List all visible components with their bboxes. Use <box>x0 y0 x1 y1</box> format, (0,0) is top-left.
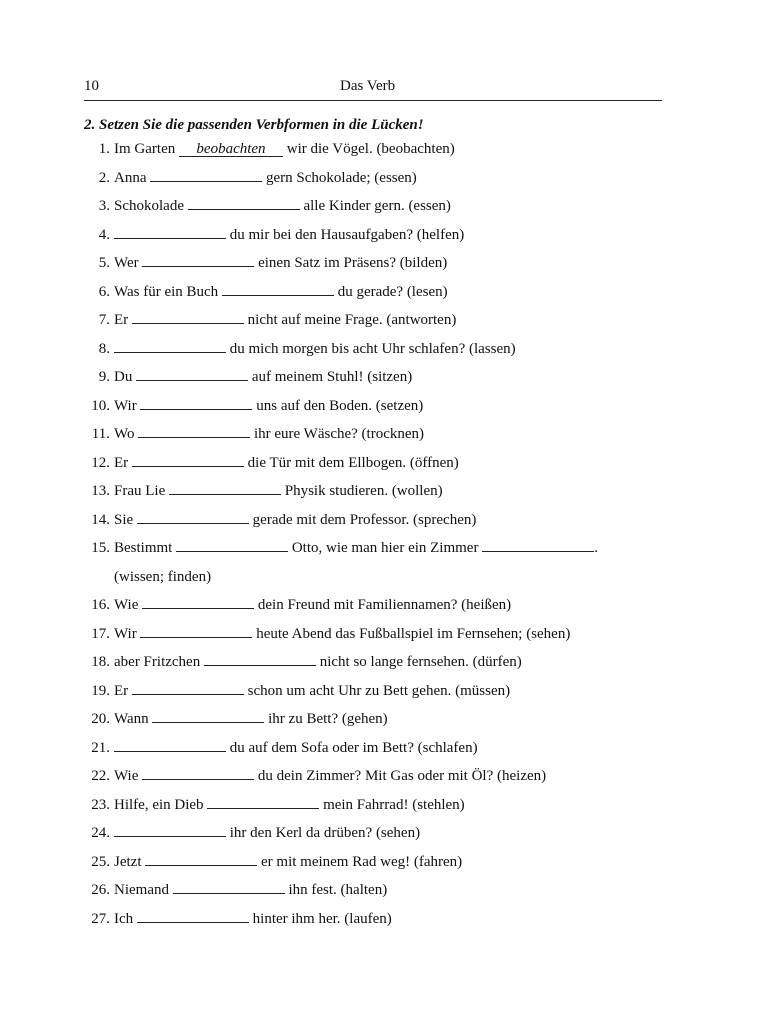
exercise-number: 6. <box>98 283 110 300</box>
exercise-number: 22. <box>91 768 110 784</box>
exercise-text-before: Er <box>114 312 129 328</box>
exercise-number: 3. <box>98 198 110 214</box>
exercise-text-end: . <box>594 540 598 556</box>
answer-blank[interactable] <box>150 169 262 182</box>
exercise-number: 11. <box>91 426 110 442</box>
exercise-line <box>84 653 522 671</box>
exercise-number: 23. <box>91 796 110 813</box>
exercise-line <box>84 539 598 557</box>
exercise-text-after: gerade mit dem Professor. (sprechen) <box>252 511 477 528</box>
exercise-text-before: Schokolade <box>114 198 184 214</box>
page-number: 10 <box>84 78 99 94</box>
exercise-line <box>84 625 570 643</box>
exercise-number: 27. <box>91 910 110 927</box>
exercise-text-after: du gerade? (lesen) <box>337 283 448 300</box>
answer-blank[interactable] <box>114 340 226 353</box>
answer-blank[interactable] <box>188 197 300 210</box>
exercise-line <box>84 140 455 158</box>
answer-blank[interactable] <box>137 511 249 524</box>
exercise-number: 4. <box>98 226 110 243</box>
exercise-text-after: uns auf den Boden. (setzen) <box>256 397 424 414</box>
exercise-text-after: ihn fest. (halten) <box>288 882 388 898</box>
answer-blank[interactable] <box>176 539 288 552</box>
exercise-continuation: (wissen; finden) <box>114 568 212 585</box>
answer-blank[interactable] <box>132 311 244 324</box>
exercise-line <box>84 796 465 814</box>
exercise-line <box>84 482 443 500</box>
exercise-text-before: Wann <box>114 711 149 727</box>
exercise-line <box>84 169 417 187</box>
answer-blank[interactable] <box>204 653 316 666</box>
answer-blank[interactable] <box>142 254 254 267</box>
exercise-number: 24. <box>91 825 110 841</box>
exercise-text-before: Frau Lie <box>114 483 166 499</box>
exercise-text-after: du mich morgen bis acht Uhr schlafen? (lassen) <box>229 340 516 357</box>
exercise-number: 21. <box>91 739 110 756</box>
answer-blank[interactable] <box>173 881 285 894</box>
exercise-line <box>84 283 448 301</box>
exercise-number: 7. <box>98 312 110 328</box>
answer-blank[interactable] <box>142 596 254 609</box>
exercise-line <box>84 767 546 785</box>
exercise-number: 26. <box>91 882 110 898</box>
exercise-text-before: Wo <box>114 426 135 442</box>
exercise-text-after: du auf dem Sofa oder im Bett? (schlafen) <box>229 739 478 756</box>
exercise-text-after: er mit meinem Rad weg! (fahren) <box>261 853 463 870</box>
exercise-line <box>84 596 511 614</box>
answer-blank[interactable] <box>152 710 264 723</box>
running-title: Das Verb <box>340 78 396 94</box>
exercise-text-after: die Tür mit dem Ellbogen. (öffnen) <box>247 454 459 471</box>
answer-blank[interactable] <box>114 226 226 239</box>
answer-blank[interactable] <box>142 767 254 780</box>
exercise-text-after: schon um acht Uhr zu Bett gehen. (müssen) <box>247 682 511 699</box>
exercise-number: 5. <box>98 255 110 271</box>
exercise-line <box>84 226 464 244</box>
exercise-text-before: Im Garten <box>114 141 176 157</box>
answer-blank[interactable] <box>169 482 281 495</box>
exercise-text-after: ihr den Kerl da drüben? (sehen) <box>229 825 421 841</box>
exercise-line <box>84 425 424 443</box>
answer-blank[interactable] <box>114 824 226 837</box>
answer-blank[interactable] <box>145 853 257 866</box>
exercise-text-after: auf meinem Stuhl! (sitzen) <box>251 369 413 385</box>
exercise-line <box>84 682 510 700</box>
exercise-text-after: dein Freund mit Familiennamen? (heißen) <box>257 597 512 613</box>
exercise-line <box>84 710 388 728</box>
exercise-line <box>84 311 456 329</box>
exercise-text-before: Niemand <box>114 882 169 898</box>
exercise-text-after: ihr eure Wäsche? (trocknen) <box>253 426 425 442</box>
exercise-text-after: Physik studieren. (wollen) <box>284 483 443 499</box>
task-title: 2. Setzen Sie die passenden Verbformen in die Lücken! <box>84 117 424 133</box>
answer-blank[interactable] <box>207 796 319 809</box>
exercise-text-before: Er <box>114 682 129 699</box>
exercise-number: 14. <box>91 511 110 528</box>
exercise-text-after: mein Fahrrad! (stehlen) <box>323 796 465 813</box>
exercise-text-after: ihr zu Bett? (gehen) <box>268 711 388 727</box>
exercise-text-before: Anna <box>114 169 147 186</box>
exercise-text-after: einen Satz im Präsens? (bilden) <box>258 255 448 271</box>
exercise-text-after: hinter ihm her. (laufen) <box>252 910 392 927</box>
exercise-text-before: Du <box>114 369 133 385</box>
exercise-text-before: Wir <box>114 625 137 642</box>
page-header <box>84 78 662 101</box>
exercise-text-before: Wer <box>114 255 139 271</box>
exercise-text-before: Jetzt <box>114 853 142 870</box>
answer-blank[interactable] <box>140 397 252 410</box>
exercise-number: 25. <box>91 853 110 870</box>
exercise-line <box>84 454 459 472</box>
exercise-text-before: Bestimmt <box>114 540 173 556</box>
answer-blank[interactable] <box>137 910 249 923</box>
exercise-text-after: wir die Vögel. (beobachten) <box>286 141 455 157</box>
exercise-text-after: heute Abend das Fußballspiel im Fernsehen; (sehen) <box>256 625 571 642</box>
exercise-number: 19. <box>91 682 110 699</box>
exercise-number: 8. <box>98 340 110 357</box>
exercise-number: 9. <box>98 369 110 385</box>
exercise-line <box>84 910 392 928</box>
answer-blank[interactable] <box>482 539 594 552</box>
exercise-text-before: Er <box>114 454 129 471</box>
exercise-line <box>84 254 447 272</box>
answer-blank[interactable] <box>132 454 244 467</box>
exercise-text-after: nicht auf meine Frage. (antworten) <box>247 312 457 328</box>
answer-blank[interactable] <box>114 739 226 752</box>
answer-blank-filled: beobachten <box>179 140 283 157</box>
answer-blank[interactable] <box>136 368 248 381</box>
exercise-number: 17. <box>91 625 110 642</box>
exercise-line <box>84 881 387 899</box>
exercise-number: 20. <box>91 711 110 727</box>
exercise-text-before: Hilfe, ein Dieb <box>114 796 204 813</box>
exercise-line <box>84 853 462 871</box>
exercise-number: 15. <box>91 540 110 556</box>
exercise-line <box>84 824 420 842</box>
answer-blank[interactable] <box>138 425 250 438</box>
exercise-text-after: nicht so lange fernsehen. (dürfen) <box>319 654 522 670</box>
answer-blank[interactable] <box>132 682 244 695</box>
exercise-line <box>84 511 476 529</box>
answer-blank[interactable] <box>140 625 252 638</box>
exercise-line <box>84 197 451 215</box>
exercise-text-after: du dein Zimmer? Mit Gas oder mit Öl? (heizen) <box>257 768 547 784</box>
exercise-line <box>84 340 516 358</box>
answer-blank[interactable] <box>222 283 334 296</box>
exercise-line <box>84 368 412 386</box>
exercise-number: 16. <box>91 597 110 613</box>
exercise-text-before: Ich <box>114 910 134 927</box>
exercise-text-after: alle Kinder gern. (essen) <box>303 198 451 214</box>
exercise-line <box>84 397 423 415</box>
exercise-text-before: Sie <box>114 511 134 528</box>
exercise-text-after: du mir bei den Hausaufgaben? (helfen) <box>229 226 465 243</box>
exercise-text-after: gern Schokolade; (essen) <box>266 169 417 186</box>
exercise-number: 1. <box>98 141 110 157</box>
exercise-text-before: Wir <box>114 397 137 414</box>
exercise-text-after: Otto, wie man hier ein Zimmer <box>291 540 479 556</box>
exercise-number: 13. <box>91 483 110 499</box>
exercise-number: 12. <box>91 454 110 471</box>
exercise-text-before: Was für ein Buch <box>114 283 219 300</box>
exercise-line <box>84 739 478 757</box>
exercise-text-before: aber Fritzchen <box>114 654 201 670</box>
exercise-text-before: Wie <box>114 597 139 613</box>
exercise-number: 10. <box>91 397 110 414</box>
exercise-number: 2. <box>98 169 110 186</box>
exercise-number: 18. <box>91 654 110 670</box>
exercise-text-before: Wie <box>114 768 139 784</box>
